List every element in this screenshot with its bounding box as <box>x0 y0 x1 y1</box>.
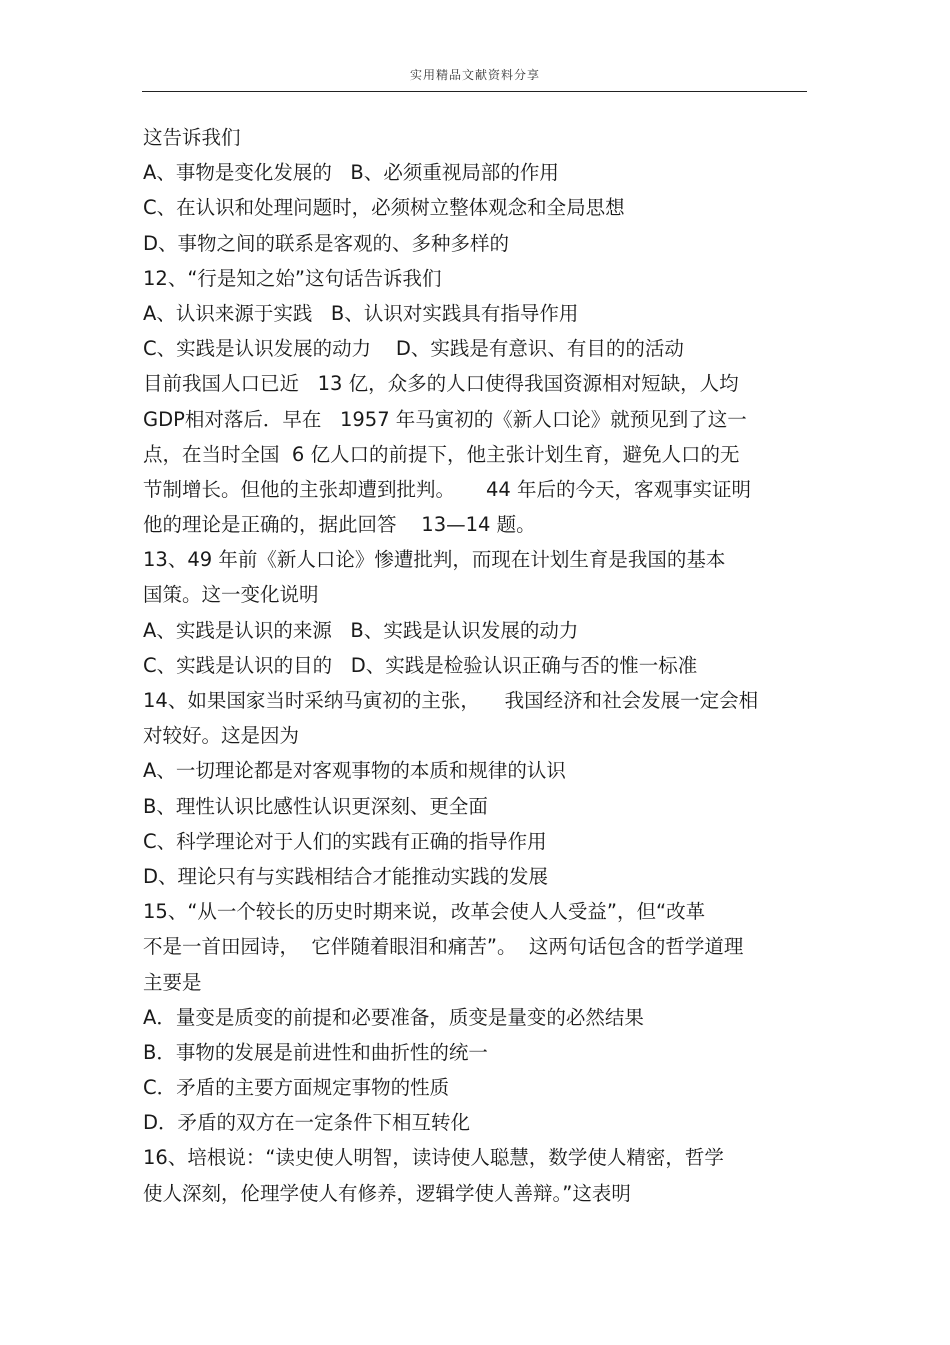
text-line: GDP相对落后．早在 1957 年马寅初的《新人口论》就预见到了这一 <box>143 407 747 431</box>
text-line: C．矛盾的主要方面规定事物的性质 <box>143 1076 450 1100</box>
text-line: B．事物的发展是前进性和曲折性的统一 <box>143 1040 488 1064</box>
document-body <box>143 120 803 1211</box>
text-line: 对较好。这是因为 <box>143 724 300 748</box>
text-line: C、科学理论对于人们的实践有正确的指导作用 <box>143 829 547 853</box>
text-line: A、认识来源于实践 B、认识对实践具有指导作用 <box>143 301 579 325</box>
text-line: 13、49 年前《新人口论》惨遭批判，而现在计划生育是我国的基本 <box>143 548 726 572</box>
text-line: A．量变是质变的前提和必要准备，质变是量变的必然结果 <box>143 1005 644 1029</box>
text-line: A、实践是认识的来源 B、实践是认识发展的动力 <box>143 618 579 642</box>
text-line: 这告诉我们 <box>143 126 241 149</box>
text-line: 15、“从一个较长的历史时期来说，改革会使人人受益”，但“改革 <box>143 900 706 924</box>
text-line: C、实践是认识的目的 D、实践是检验认识正确与否的惟一标准 <box>143 653 698 677</box>
text-line: 12、“行是知之始”这句话告诉我们 <box>143 266 442 290</box>
text-line: 国策。这一变化说明 <box>143 583 319 607</box>
text-line: C、实践是认识发展的动力 D、实践是有意识、有目的的活动 <box>143 337 684 361</box>
text-line: 16、培根说：“读史使人明智，读诗使人聪慧，数学使人精密，哲学 <box>143 1146 724 1170</box>
text-line: 使人深刻，伦理学使人有修养，逻辑学使人善辩。”这表明 <box>143 1181 631 1205</box>
page-header: 实用精品文献资料分享 <box>409 68 540 82</box>
text-line: 节制增长。但他的主张却遭到批判。 44 年后的今天，客观事实证明 <box>143 477 752 501</box>
text-line: D、事物之间的联系是客观的、多种多样的 <box>143 231 510 255</box>
text-line: A、事物是变化发展的 B、必须重视局部的作用 <box>143 161 559 185</box>
text-line: A、一切理论都是对客观事物的本质和规律的认识 <box>143 759 566 783</box>
header-rule <box>142 91 807 92</box>
text-line: D、理论只有与实践相结合才能推动实践的发展 <box>143 864 549 888</box>
text-line: 目前我国人口已近 13 亿，众多的人口使得我国资源相对短缺，人均 <box>143 372 739 396</box>
text-line: 不是一首田园诗， 它伴随着眼泪和痛苦”。 这两句话包含的哲学道理 <box>143 935 744 959</box>
text-line: 他的理论是正确的，据此回答 13—14 题。 <box>143 513 536 537</box>
text-line: D．矛盾的双方在一定条件下相互转化 <box>143 1111 471 1135</box>
text-line: 点，在当时全国 6 亿人口的前提下，他主张计划生育，避免人口的无 <box>143 442 740 466</box>
text-line: C、在认识和处理问题时，必须树立整体观念和全局思想 <box>143 196 625 220</box>
text-line: 主要是 <box>143 970 202 994</box>
text-line: 14、如果国家当时采纳马寅初的主张， 我国经济和社会发展一定会相 <box>143 689 759 712</box>
text-line: B、理性认识比感性认识更深刻、更全面 <box>143 794 488 818</box>
